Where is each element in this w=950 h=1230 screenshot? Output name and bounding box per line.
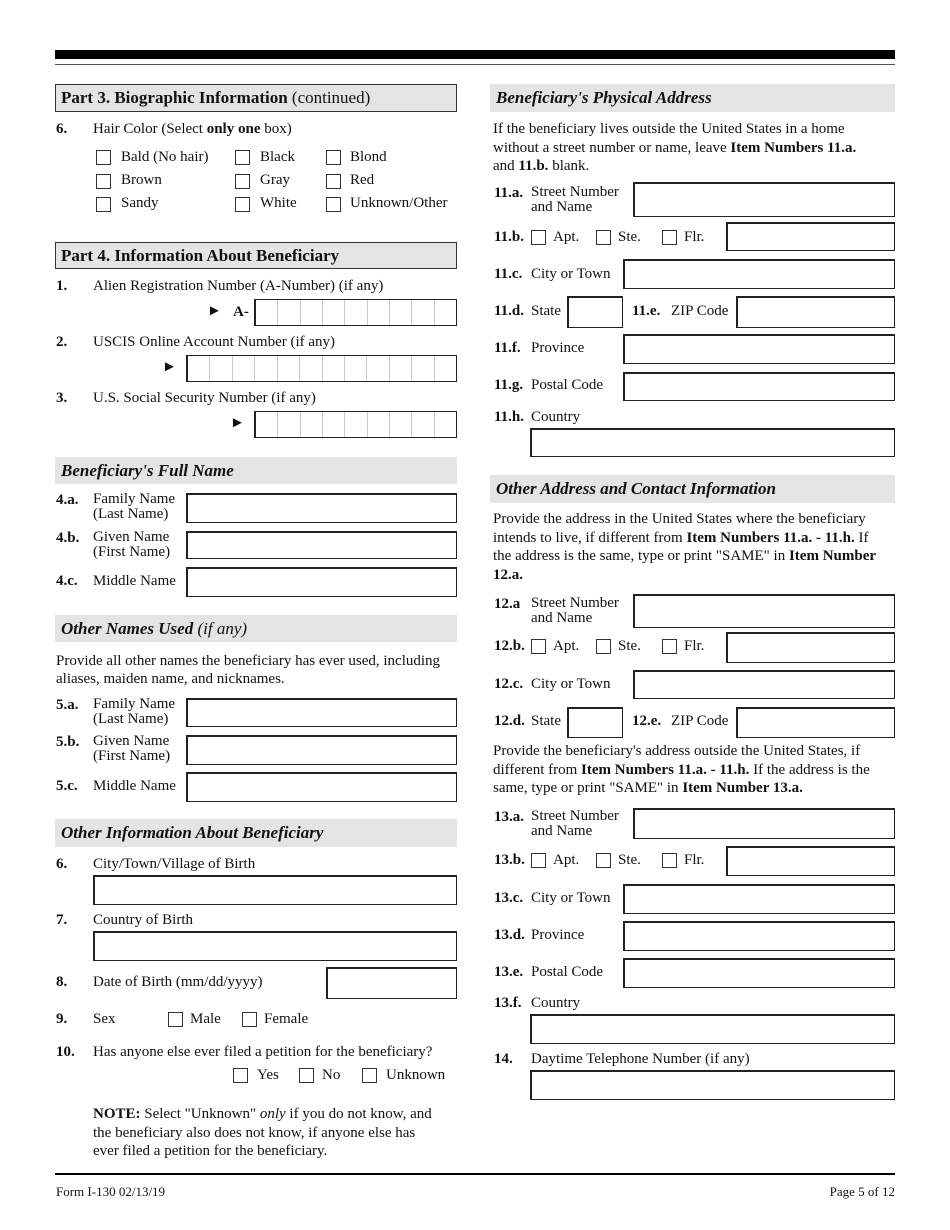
checkbox-flr-12b[interactable] <box>662 639 677 654</box>
given-name-input[interactable] <box>186 531 457 559</box>
label-black: Black <box>260 149 295 165</box>
label-white: White <box>260 195 297 211</box>
q8-number: 8. <box>56 974 68 990</box>
label-ste: Ste. <box>618 638 641 654</box>
q11g-number: 11.g. <box>494 377 524 393</box>
country-input-13f[interactable] <box>530 1014 895 1044</box>
q1-number: 1. <box>56 278 68 294</box>
phone-input[interactable] <box>530 1070 895 1100</box>
label-gray: Gray <box>260 172 290 188</box>
q12b-number: 12.b. <box>494 638 525 654</box>
q11b-number: 11.b. <box>494 229 525 245</box>
state-label-12d: State <box>531 713 561 729</box>
postal-input-11g[interactable] <box>623 372 895 401</box>
city-label-13c: City or Town <box>531 890 611 906</box>
q5b-label: Given Name (First Name) <box>93 733 171 764</box>
q4a-number: 4.a. <box>56 492 79 508</box>
prior-petition-label: Has anyone else ever filed a petition for the beneficiary? <box>93 1044 433 1060</box>
street-input-13a[interactable] <box>633 808 895 839</box>
q1-label: Alien Registration Number (A-Number) (if any) <box>93 278 384 294</box>
checkbox-ste-11b[interactable] <box>596 230 611 245</box>
q12e-number: 12.e. <box>632 713 662 729</box>
country-input-11h[interactable] <box>530 428 895 457</box>
unit-input-11b[interactable] <box>726 222 895 251</box>
country-label-13f: Country <box>531 995 581 1011</box>
ssn-input[interactable] <box>254 411 457 438</box>
note-text: NOTE: Select "Unknown" only if you do not know, and the beneficiary also does not know, if anyone else has ever filed a petition for the beneficiary. <box>93 1106 432 1159</box>
other-middle-name-input[interactable] <box>186 772 457 802</box>
zip-input-12e[interactable] <box>736 707 895 738</box>
other-info-header: Other Information About Beneficiary <box>55 819 457 847</box>
dob-label: Date of Birth (mm/dd/yyyy) <box>93 974 263 990</box>
other-names-header: Other Names Used (if any) <box>55 615 457 642</box>
foreign-address-instructions: Provide the beneficiary's address outside the United States, if different from Item Numbers 11.a. - 11.h. If the address is the same, type or print "SAME" in Item Number 13.a. <box>493 743 870 796</box>
city-of-birth-label: City/Town/Village of Birth <box>93 856 256 872</box>
physical-address-instructions: If the beneficiary lives outside the United States in a home without a street number or name, leave Item Numbers 11.a. and 11.b. blank. <box>493 121 857 174</box>
q12c-number: 12.c. <box>494 676 524 692</box>
q5a-label: Family Name (Last Name) <box>93 696 176 727</box>
family-name-input[interactable] <box>186 493 457 523</box>
q9-number: 9. <box>56 1011 68 1027</box>
label-ste: Ste. <box>618 852 641 868</box>
unit-input-13b[interactable] <box>726 846 895 876</box>
q11d-number: 11.d. <box>494 303 525 319</box>
state-input-11d[interactable] <box>567 296 623 328</box>
q7-number: 7. <box>56 912 68 928</box>
checkbox-male[interactable] <box>168 1012 183 1027</box>
arrow-icon: ► <box>230 415 245 431</box>
q11f-number: 11.f. <box>494 340 521 356</box>
checkbox-gray[interactable] <box>235 174 250 189</box>
city-of-birth-input[interactable] <box>93 875 457 905</box>
zip-label-11e: ZIP Code <box>671 303 729 319</box>
zip-label-12e: ZIP Code <box>671 713 729 729</box>
q12a-label: Street Number and Name <box>531 595 619 626</box>
q3-label: U.S. Social Security Number (if any) <box>93 390 316 406</box>
q13f-number: 13.f. <box>494 995 522 1011</box>
checkbox-apt-12b[interactable] <box>531 639 546 654</box>
state-label-11d: State <box>531 303 561 319</box>
q4b-number: 4.b. <box>56 530 80 546</box>
q2-number: 2. <box>56 334 68 350</box>
arrow-icon: ► <box>162 359 177 375</box>
other-address-header: Other Address and Contact Information <box>490 475 895 503</box>
checkbox-female[interactable] <box>242 1012 257 1027</box>
q6-label: Hair Color (Select only one box) <box>93 121 292 137</box>
q11c-number: 11.c. <box>494 266 523 282</box>
label-no: No <box>322 1067 341 1083</box>
checkbox-flr-13b[interactable] <box>662 853 677 868</box>
label-apt: Apt. <box>553 852 580 868</box>
checkbox-bald[interactable] <box>96 150 111 165</box>
city-input-12c[interactable] <box>633 670 895 699</box>
label-blond: Blond <box>350 149 387 165</box>
street-input-11a[interactable] <box>633 182 895 217</box>
sex-label: Sex <box>93 1011 116 1027</box>
dob-input[interactable] <box>326 967 457 999</box>
checkbox-yes[interactable] <box>233 1068 248 1083</box>
label-yes: Yes <box>257 1067 279 1083</box>
q13c-number: 13.c. <box>494 890 524 906</box>
q4b-label: Given Name (First Name) <box>93 529 171 560</box>
label-apt: Apt. <box>553 229 580 245</box>
checkbox-flr-11b[interactable] <box>662 230 677 245</box>
q4c-number: 4.c. <box>56 573 78 589</box>
top-rule <box>55 50 895 59</box>
q2-label: USCIS Online Account Number (if any) <box>93 334 336 350</box>
full-name-header: Beneficiary's Full Name <box>55 457 457 484</box>
province-input-11f[interactable] <box>623 334 895 364</box>
footer-rule <box>55 1173 895 1175</box>
street-input-12a[interactable] <box>633 594 895 628</box>
a-number-input[interactable] <box>254 299 457 326</box>
page-number: Page 5 of 12 <box>829 1184 895 1199</box>
a-number-prefix: A- <box>233 304 249 320</box>
country-label-11h: Country <box>531 409 581 425</box>
label-apt: Apt. <box>553 638 580 654</box>
city-label-12c: City or Town <box>531 676 611 692</box>
checkbox-no[interactable] <box>299 1068 314 1083</box>
checkbox-sandy[interactable] <box>96 197 111 212</box>
zip-input-11e[interactable] <box>736 296 895 328</box>
city-label-11c: City or Town <box>531 266 611 282</box>
phone-label: Daytime Telephone Number (if any) <box>531 1051 750 1067</box>
label-male: Male <box>190 1011 221 1027</box>
label-ste: Ste. <box>618 229 641 245</box>
province-label-11f: Province <box>531 340 585 356</box>
checkbox-ste-13b[interactable] <box>596 853 611 868</box>
province-input-13d[interactable] <box>623 921 895 951</box>
other-names-instructions-2: aliases, maiden name, and nicknames. <box>56 671 285 687</box>
postal-label-11g: Postal Code <box>531 377 604 393</box>
q12d-number: 12.d. <box>494 713 525 729</box>
postal-label-13e: Postal Code <box>531 964 604 980</box>
q5c-number: 5.c. <box>56 778 78 794</box>
checkbox-unknown-other[interactable] <box>326 197 341 212</box>
q13a-label: Street Number and Name <box>531 808 619 839</box>
label-unknown: Unknown <box>386 1067 446 1083</box>
checkbox-blond[interactable] <box>326 150 341 165</box>
q5c-label: Middle Name <box>93 778 176 794</box>
q5b-number: 5.b. <box>56 734 80 750</box>
form-id: Form I-130 02/13/19 <box>56 1184 166 1199</box>
checkbox-apt-11b[interactable] <box>531 230 546 245</box>
q11e-number: 11.e. <box>632 303 661 319</box>
q3-number: 3. <box>56 390 68 406</box>
top-thin-rule <box>55 64 895 65</box>
checkbox-red[interactable] <box>326 174 341 189</box>
province-label-13d: Province <box>531 927 585 943</box>
part3-header <box>55 84 457 112</box>
city-input-11c[interactable] <box>623 259 895 289</box>
unit-input-12b[interactable] <box>726 632 895 663</box>
q13b-number: 13.b. <box>494 852 525 868</box>
uscis-account-input[interactable] <box>186 355 457 382</box>
other-address-instructions: Provide the address in the United States where the beneficiary intends to live, if different from Item Numbers 11.a. - 11.h. If the address is the same, type or print "SAME" in Item Number 12.a. <box>493 511 877 583</box>
arrow-icon: ► <box>207 303 222 319</box>
part3-cont: (continued) <box>287 88 371 107</box>
label-flr: Flr. <box>684 229 705 245</box>
label-bald: Bald (No hair) <box>121 149 209 165</box>
checkbox-unknown[interactable] <box>362 1068 377 1083</box>
part3-title: Part 3. Biographic Information <box>61 88 288 107</box>
country-of-birth-label: Country of Birth <box>93 912 193 928</box>
q11h-number: 11.h. <box>494 409 525 425</box>
checkbox-brown[interactable] <box>96 174 111 189</box>
q11a-label: Street Number and Name <box>531 184 619 215</box>
q11a-number: 11.a. <box>494 185 524 201</box>
q6-number: 6. <box>56 121 68 137</box>
q4c-label: Middle Name <box>93 573 176 589</box>
checkbox-apt-13b[interactable] <box>531 853 546 868</box>
checkbox-ste-12b[interactable] <box>596 639 611 654</box>
label-brown: Brown <box>121 172 162 188</box>
label-flr: Flr. <box>684 852 705 868</box>
label-sandy: Sandy <box>121 195 159 211</box>
q13e-number: 13.e. <box>494 964 524 980</box>
postal-input-13e[interactable] <box>623 958 895 988</box>
label-unknown-other: Unknown/Other <box>350 195 448 211</box>
country-of-birth-input[interactable] <box>93 931 457 961</box>
label-flr: Flr. <box>684 638 705 654</box>
checkbox-white[interactable] <box>235 197 250 212</box>
label-red: Red <box>350 172 375 188</box>
other-given-name-input[interactable] <box>186 735 457 765</box>
q14-number: 14. <box>494 1051 513 1067</box>
other-names-instructions: Provide all other names the beneficiary has ever used, including <box>56 653 441 669</box>
q13a-number: 13.a. <box>494 809 524 825</box>
label-female: Female <box>264 1011 309 1027</box>
q6-birth-number: 6. <box>56 856 68 872</box>
q10-number: 10. <box>56 1044 75 1060</box>
other-family-name-input[interactable] <box>186 698 457 727</box>
checkbox-black[interactable] <box>235 150 250 165</box>
q5a-number: 5.a. <box>56 697 79 713</box>
state-input-12d[interactable] <box>567 707 623 738</box>
q13d-number: 13.d. <box>494 927 525 943</box>
q4a-label: Family Name (Last Name) <box>93 491 176 522</box>
part4-header: Part 4. Information About Beneficiary <box>55 242 457 269</box>
q12a-number: 12.a <box>494 596 521 612</box>
middle-name-input[interactable] <box>186 567 457 597</box>
city-input-13c[interactable] <box>623 884 895 914</box>
physical-address-header: Beneficiary's Physical Address <box>490 84 895 112</box>
